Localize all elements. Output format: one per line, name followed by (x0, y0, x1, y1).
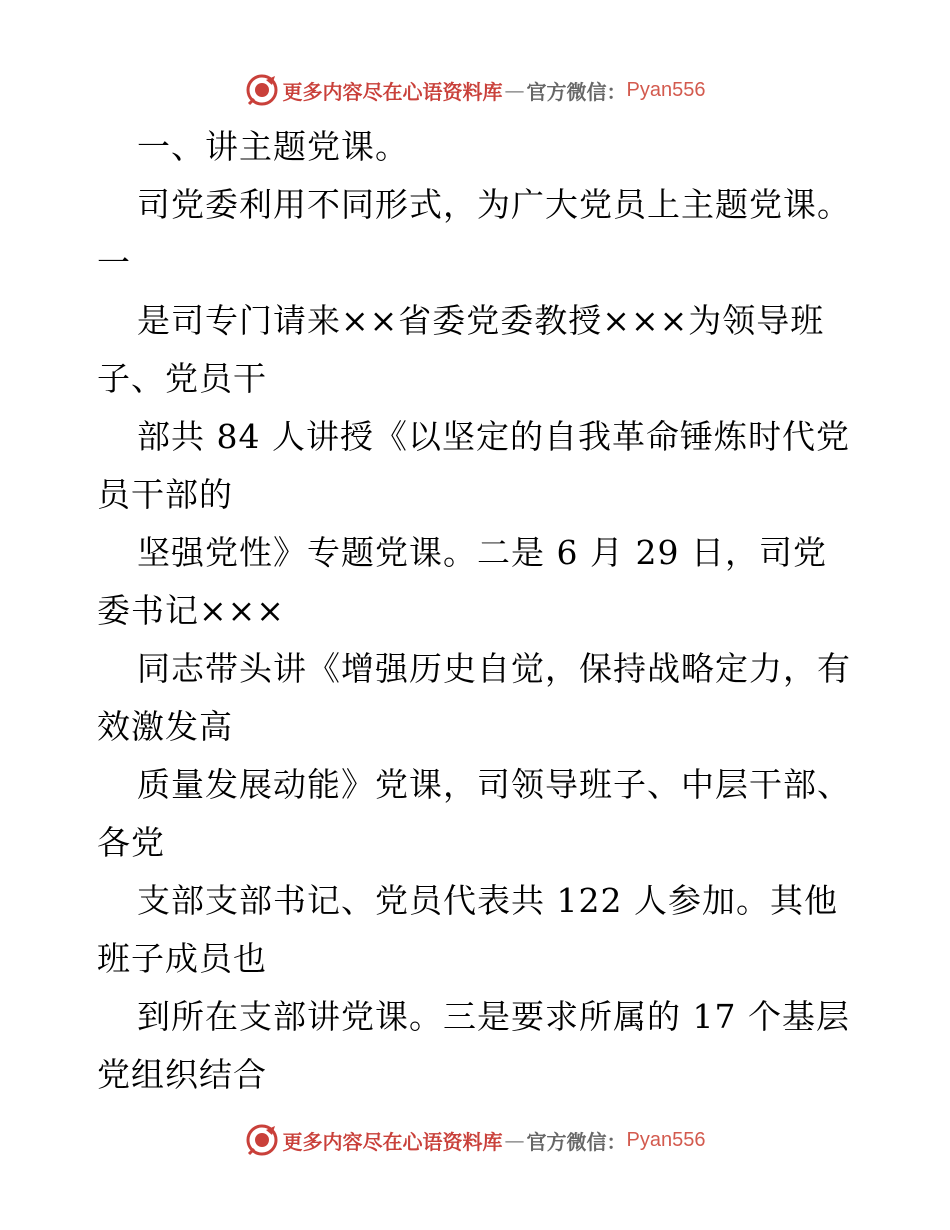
body-line: 是司专门请来××省委党委教授×××为领导班 (137, 301, 825, 340)
watermark-wechat-label: 官方微信： (526, 1129, 627, 1154)
brand-logo-icon (245, 1123, 279, 1157)
body-line: 支部支部书记、党员代表共 122 人参加。其他 (137, 881, 838, 920)
body-line: 同志带头讲《增强历史自觉，保持战略定力，有 (137, 649, 851, 688)
body-line: 到所在支部讲党课。三是要求所属的 17 个基层 (137, 997, 850, 1036)
body-line: 班子成员也 (97, 939, 267, 978)
watermark-wechat-id: Pyan556 (626, 1128, 706, 1151)
body-line: 一 (97, 243, 131, 282)
watermark-main-text: 更多内容尽在心语资料库 (282, 1129, 503, 1154)
watermark-main-text: 更多内容尽在心语资料库 (282, 79, 503, 104)
footer-watermark (0, 1118, 950, 1162)
header-watermark (0, 68, 950, 112)
body-line: 委书记××× (97, 591, 285, 630)
body-line: 党组织结合 (97, 1055, 267, 1094)
body-line: 坚强党性》专题党课。二是 6 月 29 日，司党 (137, 533, 827, 572)
body-line: 质量发展动能》党课，司领导班子、中层干部、 (137, 765, 851, 804)
body-line: 子、党员干 (97, 359, 267, 398)
watermark-dash: — (504, 78, 525, 102)
body-line: 部共 84 人讲授《以坚定的自我革命锤炼时代党 (137, 417, 850, 456)
watermark-wechat-label: 官方微信： (526, 79, 627, 104)
body-line: 司党委利用不同形式，为广大党员上主题党课。 (137, 185, 851, 224)
brand-logo-icon (245, 73, 279, 107)
watermark-wechat-id: Pyan556 (626, 78, 706, 101)
body-line: 效激发高 (97, 707, 233, 746)
body-line: 各党 (97, 823, 165, 862)
document-body (97, 118, 867, 1104)
body-line: 一、讲主题党课。 (137, 127, 409, 166)
body-line: 员干部的 (97, 475, 233, 514)
watermark-dash: — (504, 1128, 525, 1152)
